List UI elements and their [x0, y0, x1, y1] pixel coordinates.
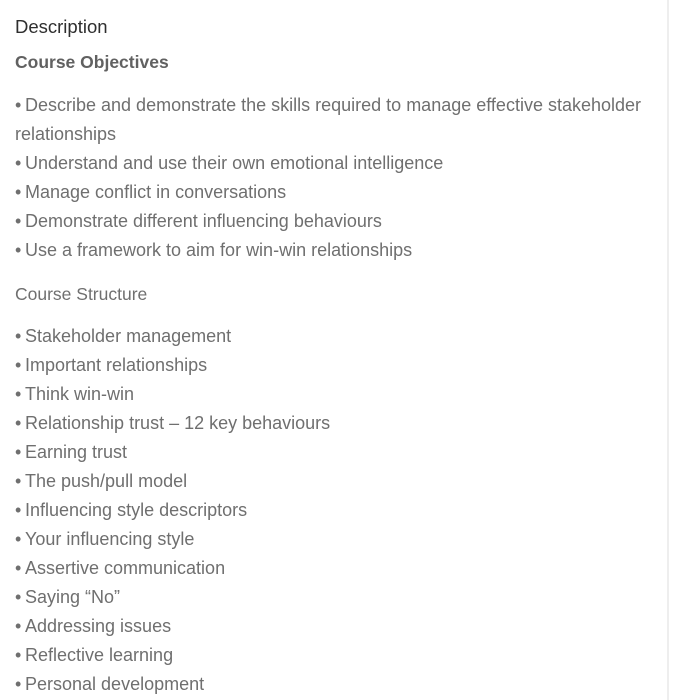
bullet-icon: • [15, 674, 22, 694]
structure-item [15, 409, 660, 438]
bullet-icon: • [15, 182, 22, 202]
bullet-icon: • [15, 587, 22, 607]
course-description [15, 14, 660, 699]
objective-text: Describe and demonstrate the skills required to manage effective stakeholder relationships [15, 95, 642, 144]
structure-title: Course Structure [15, 284, 148, 304]
description-heading: Description [15, 16, 108, 37]
structure-text: Stakeholder management [25, 326, 232, 346]
objectives-list [15, 91, 660, 265]
bullet-icon: • [15, 529, 22, 549]
structure-item [15, 380, 660, 409]
objective-item [15, 178, 660, 207]
bullet-icon: • [15, 95, 22, 115]
bullet-icon: • [15, 413, 22, 433]
structure-text: Saying “No” [25, 587, 121, 607]
structure-item [15, 641, 660, 670]
structure-item [15, 322, 660, 351]
page-edge-divider [667, 0, 669, 700]
objective-item [15, 207, 660, 236]
objective-item [15, 91, 660, 149]
bullet-icon: • [15, 326, 22, 346]
bullet-icon: • [15, 500, 22, 520]
bullet-icon: • [15, 384, 22, 404]
structure-text: Assertive communication [25, 558, 226, 578]
structure-text: The push/pull model [25, 471, 188, 491]
bullet-icon: • [15, 645, 22, 665]
objective-text: Manage conflict in conversations [25, 182, 287, 202]
bullet-icon: • [15, 616, 22, 636]
structure-text: Influencing style descriptors [25, 500, 248, 520]
objective-item [15, 149, 660, 178]
bullet-icon: • [15, 153, 22, 173]
structure-text: Personal development [25, 674, 205, 694]
structure-text: Addressing issues [25, 616, 172, 636]
structure-text: Your influencing style [25, 529, 195, 549]
structure-text: Relationship trust – 12 key behaviours [25, 413, 331, 433]
bullet-icon: • [15, 471, 22, 491]
structure-item [15, 467, 660, 496]
bullet-icon: • [15, 211, 22, 231]
objectives-title: Course Objectives [15, 52, 169, 72]
structure-item [15, 583, 660, 612]
structure-item [15, 438, 660, 467]
objective-item [15, 236, 660, 265]
structure-item [15, 351, 660, 380]
structure-text: Reflective learning [25, 645, 174, 665]
structure-text: Important relationships [25, 355, 208, 375]
bullet-icon: • [15, 442, 22, 462]
objective-text: Use a framework to aim for win-win relationships [25, 240, 413, 260]
bullet-icon: • [15, 355, 22, 375]
objective-text: Understand and use their own emotional intelligence [25, 153, 444, 173]
structure-item [15, 612, 660, 641]
structure-list [15, 322, 660, 699]
structure-item [15, 496, 660, 525]
structure-text: Earning trust [25, 442, 128, 462]
bullet-icon: • [15, 558, 22, 578]
bullet-icon: • [15, 240, 22, 260]
objective-text: Demonstrate different influencing behaviours [25, 211, 382, 231]
structure-item [15, 670, 660, 699]
structure-item [15, 525, 660, 554]
structure-text: Think win-win [25, 384, 135, 404]
structure-item [15, 554, 660, 583]
